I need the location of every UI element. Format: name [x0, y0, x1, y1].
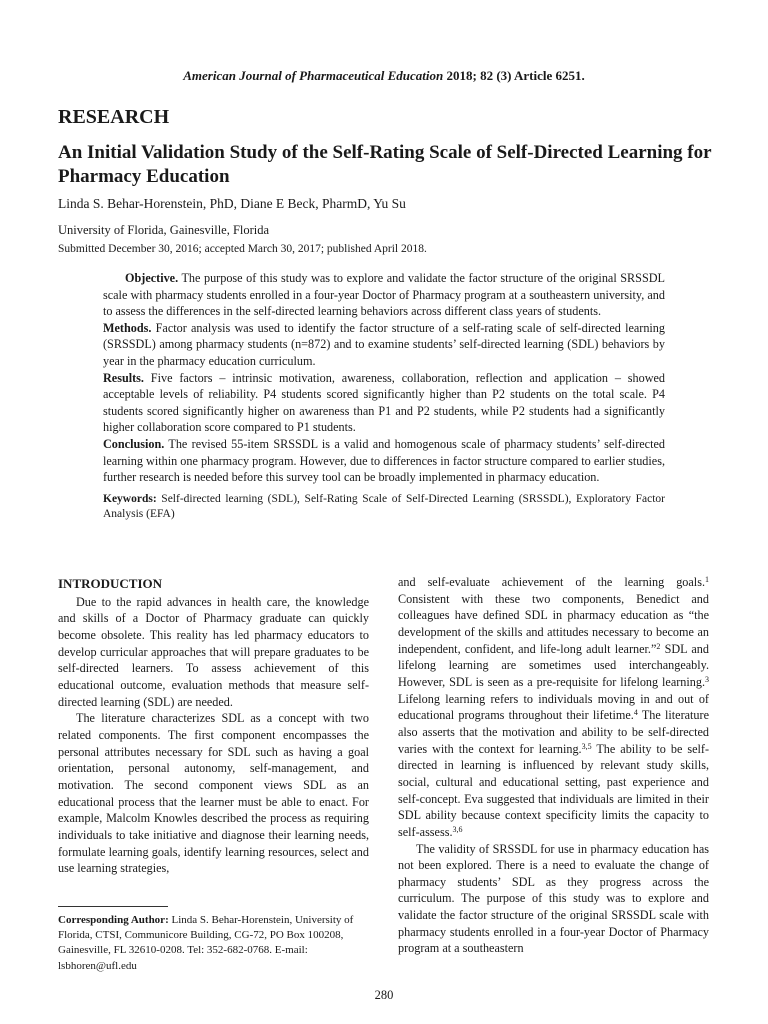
intro-paragraph-3: The validity of SRSSDL for use in pharmacy education has not been explored. There is a need to evaluate the change of pharmacy students’ SDL as they progress across the curriculum. The purpose of this study was to explore and validate the factor structure of the original SRSSDL scale with pharmacy students enrolled in a four-year Doctor of Pharmacy program at a southeastern [398, 841, 709, 956]
footnote-text: Linda S. Behar-Horenstein, University of Florida, CTSI, Communicore Building, CG-72, PO Box 100208, Gainesville, FL 32610-0208. Tel: 352-682-0768. E-mail: lsbhoren@ufl.edu [58, 914, 354, 972]
citation-ref: 3,6 [452, 824, 463, 834]
footnote-label: Corresponding Author: [58, 914, 169, 926]
text-run: The ability to be self-directed in learning is influenced by relevant study skills, social, cultural and educational setting, past experience and self-concept. Eva suggested that individuals are limited in their SDL ability because context specificity limits the capacity to self-assess. [398, 741, 709, 839]
footnote-divider [58, 906, 168, 907]
conclusion-text: The revised 55-item SRSSDL is a valid and homogenous scale of pharmacy students’ self-directed learning within one pharmacy program. However, due to differences in factor structure compared to earlier studies, further research is needed before this survey tool can be broadly implemented in pharmacy education. [103, 436, 665, 485]
objective-label: Objective. [125, 271, 179, 285]
citation-ref: 2 [656, 641, 661, 651]
journal-citation: 2018; 82 (3) Article 6251. [446, 68, 585, 83]
left-column [58, 576, 369, 877]
citation-ref: 3 [705, 674, 709, 684]
abstract-conclusion [103, 436, 665, 486]
corresponding-author-footnote [58, 913, 369, 974]
abstract-objective [103, 270, 665, 320]
citation-ref: 4 [633, 708, 638, 718]
citation-ref: 1 [705, 575, 709, 584]
journal-name: American Journal of Pharmaceutical Education [183, 68, 444, 83]
section-label: RESEARCH [58, 106, 170, 128]
abstract-methods [103, 320, 665, 370]
page-number: 280 [374, 988, 394, 1002]
conclusion-label: Conclusion. [103, 436, 165, 451]
keywords [103, 492, 665, 522]
intro-paragraph-2-continued [398, 574, 709, 841]
text-run: and self-evaluate achievement of the learning goals. [398, 575, 705, 589]
right-column [398, 574, 709, 957]
intro-paragraph-2: The literature characterizes SDL as a concept with two related components. The first component encompasses the personal attributes necessary for SDL such as having a goal orientation, personal autonomy, self-management, and motivation. The second component views SDL as an educational process that the learner must be able to enact. For example, Malcolm Knowles described the process as requiring individuals to take initiative and diagnose their learning needs, formulate learning goals, identify learning resources, select and use learning strategies, [58, 711, 369, 876]
keywords-label: Keywords: [103, 492, 157, 505]
methods-text: Factor analysis was used to identify the factor structure of a self-rating scale of self-directed learning (SRSSDL) among pharmacy students (n=872) and to examine students’ self-directed learning (SDL) behaviors by year in the pharmacy education curriculum. [103, 320, 665, 368]
affiliation: University of Florida, Gainesville, Florida [58, 223, 270, 237]
text-run: SDL and lifelong learning are sometimes used interchangeably. However, SDL is seen as a pre-requisite for lifelong learning. [398, 641, 709, 689]
text-run: Lifelong learning refers to individuals moving in and out of educational programs throughout their lifetime. [398, 691, 709, 723]
submission-dates: Submitted December 30, 2016; accepted March 30, 2017; published April 2018. [58, 243, 427, 255]
text-run: Consistent with these two components, Benedict and colleagues have defined SDL in pharmacy education as “the development of the skills and attitudes necessary to become an independent, confident, and life-long adult learner.” [398, 591, 709, 656]
methods-label: Methods. [103, 320, 152, 335]
text-run: The literature also asserts that the motivation and ability to be self-directed varies with the context for learning. [398, 708, 709, 756]
citation-ref: 3,5 [581, 741, 592, 751]
intro-paragraph-1: Due to the rapid advances in health care, the knowledge and skills of a Doctor of Pharmacy graduate can quickly become obsolete. This reality has led pharmacy educators to develop curricular approaches that will prepare graduates to be self-directed learners. To assess achievement of this educational outcome, evaluation methods that measure self-directed learning (SDL) are needed. [58, 594, 369, 709]
abstract [103, 270, 665, 522]
article-title: An Initial Validation Study of the Self-Rating Scale of Self-Directed Learning for Pharmacy Education [58, 142, 712, 187]
abstract-results [103, 370, 665, 436]
journal-header [0, 68, 768, 84]
authors: Linda S. Behar-Horenstein, PhD, Diane E Beck, PharmD, Yu Su [58, 196, 406, 211]
objective-text: The purpose of this study was to explore and validate the factor structure of the original SRSSDL scale with pharmacy students enrolled in a four-year Doctor of Pharmacy program at a southeastern university, and to assess the differences in the self-directed learning behaviors across different class years of students. [103, 271, 665, 319]
results-label: Results. [103, 370, 144, 385]
results-text: Five factors – intrinsic motivation, awareness, collaboration, reflection and application – showed acceptable levels of reliability. P4 students scored significantly higher than P2 students on the total scale. P4 students scored significantly higher on awareness than P1 and P2 students, while P2 students had a significantly higher collaboration score compared to P1 students. [103, 370, 665, 435]
keywords-text: Self-directed learning (SDL), Self-Rating Scale of Self-Directed Learning (SRSSDL), Exploratory Factor Analysis (EFA) [103, 492, 665, 520]
introduction-heading: INTRODUCTION [58, 576, 163, 591]
